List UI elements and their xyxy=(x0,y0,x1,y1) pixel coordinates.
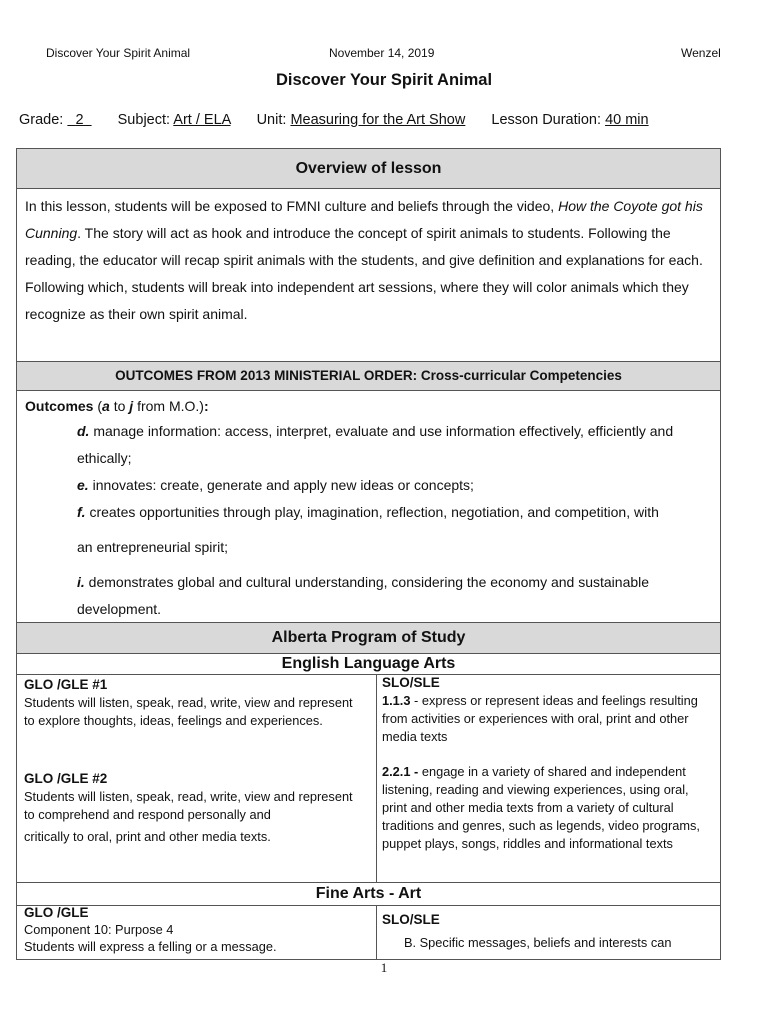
art-glo-title: GLO /GLE xyxy=(24,905,89,920)
glo2-text-continued: critically to oral, print and other media texts. xyxy=(24,829,271,844)
art-column-divider xyxy=(376,906,377,959)
art-slo-title: SLO/SLE xyxy=(382,912,440,927)
glo2-text: Students will listen, speak, read, write, view and represent to comprehend and respond personally and xyxy=(24,789,353,822)
outcomes-section xyxy=(16,361,721,623)
glo2-cell xyxy=(24,770,364,846)
overview-text-end: . The story will act as hook and introduce the concept of spirit animals to students. Following the reading, the educator will recap spirit animals with the students, and give definition and explanations for each. Following which, students will break into independent art sessions, where they will color animals which they recognize as their own spirit animal. xyxy=(25,225,703,322)
ela-table xyxy=(17,674,720,882)
glo2-title: GLO /GLE #2 xyxy=(24,771,108,786)
page-number: 1 xyxy=(380,960,388,975)
video-title: How the Coyote got his Cunning xyxy=(25,198,703,241)
outcome-item-d: d. manage information: access, interpret, evaluate and use information effectively, efficiently and ethically; xyxy=(77,423,674,466)
running-header-left: Discover Your Spirit Animal xyxy=(46,46,191,60)
glo1-text: Students will listen, speak, read, write, view and represent to explore thoughts, ideas, feelings and experiences. xyxy=(24,695,353,728)
glo1-cell xyxy=(24,676,364,730)
ela-heading: English Language Arts xyxy=(17,654,720,675)
glo1-title: GLO /GLE #1 xyxy=(24,677,108,692)
duration-label: Lesson Duration: xyxy=(491,112,602,128)
duration-value: 40 min xyxy=(605,112,649,128)
slo-cell xyxy=(382,674,717,853)
unit-label: Unit: xyxy=(256,112,287,128)
outcomes-heading: OUTCOMES FROM 2013 MINISTERIAL ORDER: Cross-curricular Competencies xyxy=(17,362,720,391)
grade-value: 2 xyxy=(75,112,84,128)
art-slo-cell xyxy=(382,911,717,952)
slo-1: 1.1.3 - express or represent ideas and feelings resulting from activities or experiences with oral, print and other media texts xyxy=(382,693,698,744)
outcomes-body xyxy=(17,391,720,623)
column-divider xyxy=(376,674,377,882)
overview-text-start: In this lesson, students will be exposed to FMNI culture and beliefs through the video, xyxy=(25,198,559,214)
art-glo-cell xyxy=(24,904,364,955)
outcomes-intro: Outcomes (a to j from M.O.): xyxy=(25,398,209,414)
unit-value: Measuring for the Art Show xyxy=(290,112,466,128)
overview-section xyxy=(16,148,721,362)
overview-heading: Overview of lesson xyxy=(17,149,720,189)
outcome-item-f-continued: an entrepreneurial spirit; xyxy=(77,539,228,555)
outcome-item-e: e. innovates: create, generate and apply new ideas or concepts; xyxy=(77,477,474,493)
program-heading: Alberta Program of Study xyxy=(17,623,720,654)
outcome-item-f: f. creates opportunities through play, imagination, reflection, negotiation, and competition, with xyxy=(77,504,659,520)
subject-label: Subject: xyxy=(117,112,171,128)
subject-value: Art / ELA xyxy=(173,112,231,128)
lesson-meta xyxy=(19,112,649,128)
art-glo-line1: Component 10: Purpose 4 xyxy=(24,922,174,937)
art-table xyxy=(17,906,720,959)
running-header-date: November 14, 2019 xyxy=(329,46,435,60)
slo-2: 2.2.1 - engage in a variety of shared and independent listening, reading and viewing experiences, using oral, print and other media texts from a variety of cultural traditions and genres, such as legends, video programs, puppet plays, songs, riddles and informational texts xyxy=(382,764,700,851)
grade-label: Grade: xyxy=(19,112,64,128)
overview-text xyxy=(17,189,720,328)
slo-title: SLO/SLE xyxy=(382,675,440,690)
art-heading: Fine Arts - Art xyxy=(17,882,720,906)
program-section xyxy=(16,622,721,960)
document-title: Discover Your Spirit Animal xyxy=(275,71,493,89)
art-glo-line2: Students will express a felling or a message. xyxy=(24,939,277,954)
outcome-item-i: i. demonstrates global and cultural understanding, considering the economy and sustainable development. xyxy=(77,574,650,617)
running-header-author: Wenzel xyxy=(681,46,721,60)
art-slo-text: B. Specific messages, beliefs and interests can xyxy=(404,935,672,950)
